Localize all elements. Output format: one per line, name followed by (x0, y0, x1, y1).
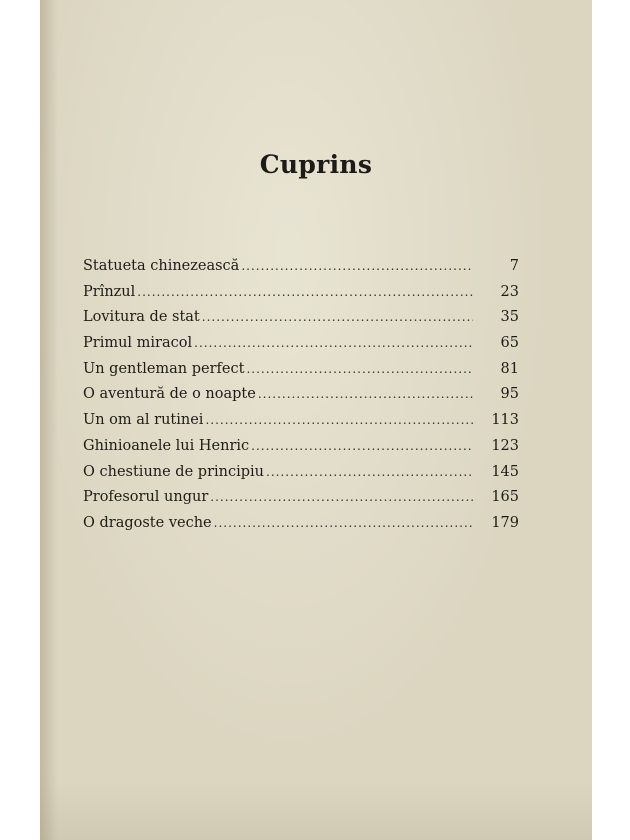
page-title: Cuprins (259, 150, 373, 179)
toc-entry-title: Lovitura de stat (83, 309, 200, 326)
table-of-contents (83, 254, 519, 537)
dot-leader (241, 254, 473, 280)
toc-entry (83, 511, 519, 537)
toc-entry-title: Un om al rutinei (83, 412, 204, 429)
toc-entry (83, 357, 519, 383)
toc-entry-page: 165 (491, 489, 519, 506)
dot-leader (246, 357, 473, 383)
toc-entry-page: 65 (500, 335, 519, 352)
toc-entry-title: Un gentleman perfect (83, 360, 245, 377)
toc-entry-page: 123 (491, 437, 519, 454)
toc-entry-page: 179 (491, 514, 519, 531)
toc-entry-page: 95 (500, 386, 519, 403)
toc-entry-page: 23 (500, 283, 519, 300)
dot-leader (251, 434, 473, 460)
dot-leader (194, 331, 473, 357)
toc-entry-title: O chestiune de principiu (83, 463, 264, 480)
toc-entry (83, 382, 519, 408)
dot-leader (202, 305, 473, 331)
toc-entry-page: 81 (500, 360, 519, 377)
dot-leader (258, 382, 473, 408)
toc-entry-title: Primul miracol (83, 335, 193, 352)
toc-entry-title: Statueta chinezească (83, 258, 240, 274)
dot-leader (210, 485, 473, 511)
toc-entry-page: 113 (491, 412, 519, 429)
toc-entry-title: O aventură de o noapte (83, 386, 256, 403)
book-page (40, 0, 592, 840)
toc-entry-page: 145 (491, 463, 519, 480)
toc-entry (83, 434, 519, 460)
toc-entry-title: O dragoste veche (83, 514, 212, 531)
dot-leader (137, 280, 473, 306)
toc-entry (83, 460, 519, 486)
toc-entry-title: Prînzul (83, 283, 136, 300)
toc-entry-page: 35 (500, 309, 519, 326)
toc-entry-page: 7 (509, 258, 519, 274)
dot-leader (266, 460, 473, 486)
dot-leader (205, 408, 473, 434)
toc-entry-title: Ghinioanele lui Henric (83, 437, 250, 454)
toc-entry (83, 305, 519, 331)
toc-entry (83, 485, 519, 511)
toc-entry (83, 280, 519, 306)
dot-leader (214, 511, 473, 537)
toc-entry (83, 331, 519, 357)
toc-entry-title: Profesorul ungur (83, 489, 209, 506)
toc-entry (83, 408, 519, 434)
toc-entry (83, 254, 519, 280)
